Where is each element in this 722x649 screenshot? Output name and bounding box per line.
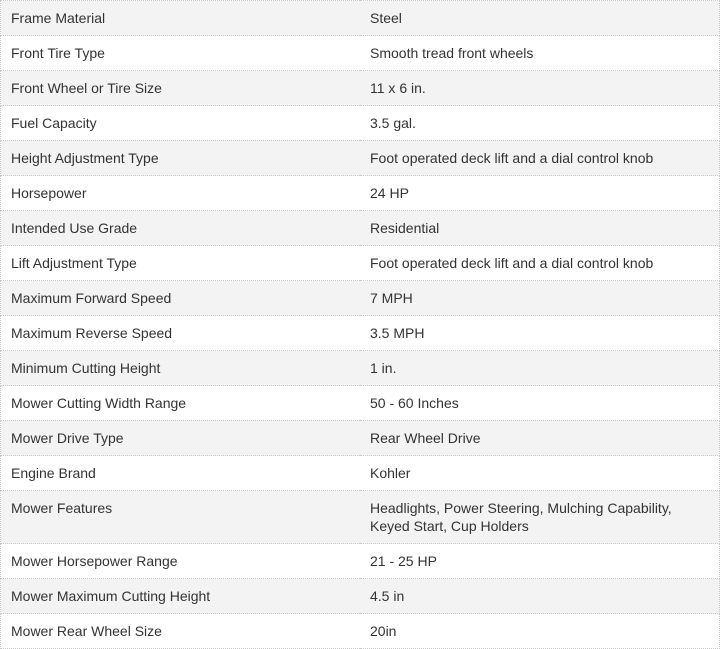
spec-value: 20in xyxy=(360,614,720,649)
spec-label: Maximum Reverse Speed xyxy=(1,316,361,351)
table-row xyxy=(1,491,720,544)
table-row xyxy=(1,456,720,491)
table-row xyxy=(1,36,720,71)
spec-value: Smooth tread front wheels xyxy=(360,36,720,71)
table-row xyxy=(1,281,720,316)
specifications-table-body xyxy=(1,1,720,649)
spec-value: Headlights, Power Steering, Mulching Capability, Keyed Start, Cup Holders xyxy=(360,491,720,544)
table-row xyxy=(1,176,720,211)
spec-value: Kohler xyxy=(360,456,720,491)
spec-value: 24 HP xyxy=(360,176,720,211)
spec-value: 3.5 gal. xyxy=(360,106,720,141)
spec-value: 11 x 6 in. xyxy=(360,71,720,106)
spec-label: Frame Material xyxy=(1,1,361,36)
spec-value: 1 in. xyxy=(360,351,720,386)
spec-label: Engine Brand xyxy=(1,456,361,491)
table-row xyxy=(1,316,720,351)
table-row xyxy=(1,211,720,246)
spec-value: 7 MPH xyxy=(360,281,720,316)
spec-label: Intended Use Grade xyxy=(1,211,361,246)
spec-value: Foot operated deck lift and a dial control knob xyxy=(360,141,720,176)
spec-value: Residential xyxy=(360,211,720,246)
table-row xyxy=(1,106,720,141)
spec-value: 21 - 25 HP xyxy=(360,544,720,579)
spec-label: Mower Horsepower Range xyxy=(1,544,361,579)
table-row xyxy=(1,579,720,614)
spec-value: Foot operated deck lift and a dial control knob xyxy=(360,246,720,281)
spec-label: Mower Features xyxy=(1,491,361,544)
spec-label: Lift Adjustment Type xyxy=(1,246,361,281)
spec-value: 3.5 MPH xyxy=(360,316,720,351)
spec-label: Mower Rear Wheel Size xyxy=(1,614,361,649)
spec-label: Maximum Forward Speed xyxy=(1,281,361,316)
table-row xyxy=(1,141,720,176)
table-row xyxy=(1,386,720,421)
table-row xyxy=(1,71,720,106)
table-row xyxy=(1,246,720,281)
spec-label: Mower Maximum Cutting Height xyxy=(1,579,361,614)
spec-label: Mower Cutting Width Range xyxy=(1,386,361,421)
table-row xyxy=(1,351,720,386)
table-row xyxy=(1,1,720,36)
spec-label: Height Adjustment Type xyxy=(1,141,361,176)
spec-value: 50 - 60 Inches xyxy=(360,386,720,421)
spec-label: Horsepower xyxy=(1,176,361,211)
spec-label: Mower Drive Type xyxy=(1,421,361,456)
spec-value: Rear Wheel Drive xyxy=(360,421,720,456)
spec-label: Minimum Cutting Height xyxy=(1,351,361,386)
spec-value: 4.5 in xyxy=(360,579,720,614)
spec-label: Front Tire Type xyxy=(1,36,361,71)
table-row xyxy=(1,544,720,579)
table-row xyxy=(1,421,720,456)
spec-value: Steel xyxy=(360,1,720,36)
spec-label: Fuel Capacity xyxy=(1,106,361,141)
table-row xyxy=(1,614,720,649)
spec-label: Front Wheel or Tire Size xyxy=(1,71,361,106)
